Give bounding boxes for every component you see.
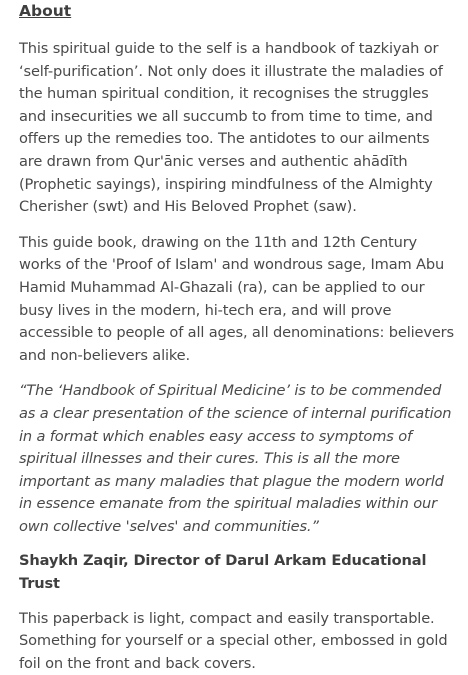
description-paragraph: This guide book, drawing on the 11th and 12th Century works of the 'Proof of Islam' and wondrous sage, Imam Abu Hamid Muhammad Al-Ghazali (ra), can be applied to our busy lives in the modern, hi-tech era, and will prove accessible to people of all ages, all denominations: believers and non-believers alike.: [19, 233, 454, 364]
endorsement-quote: “The ‘Handbook of Spiritual Medicine’ is to be commended as a clear presentation of the science of internal purification in a format which enables easy access to symptoms of spiritual illnesses and their cures. This is all the more important as many maladies that plague the modern world in essence emanate from the spiritual maladies within our own collective 'selves' and communities.”: [19, 382, 452, 535]
section-heading: About: [19, 2, 72, 20]
quote-author: Shaykh Zaqir, Director of Darul Arkam Educational Trust: [19, 552, 427, 593]
description-paragraph: This paperback is light, compact and easily transportable. Something for yourself or a special other, embossed in gold foil on the front and back covers.: [19, 609, 448, 672]
description-paragraph: This spiritual guide to the self is a handbook of tazkiyah or ‘self-purification’. Not only does it illustrate the maladies of the human spiritual condition, it recognises the struggles and insecurities we all succumb to from time to time, and offers up the remedies too. The antidotes to our ailments are drawn from Qur'ānic verses and authentic ahādīth (Prophetic sayings), inspiring mindfulness of the Almighty Cherisher (swt) and His Beloved Prophet (saw).: [19, 40, 443, 216]
